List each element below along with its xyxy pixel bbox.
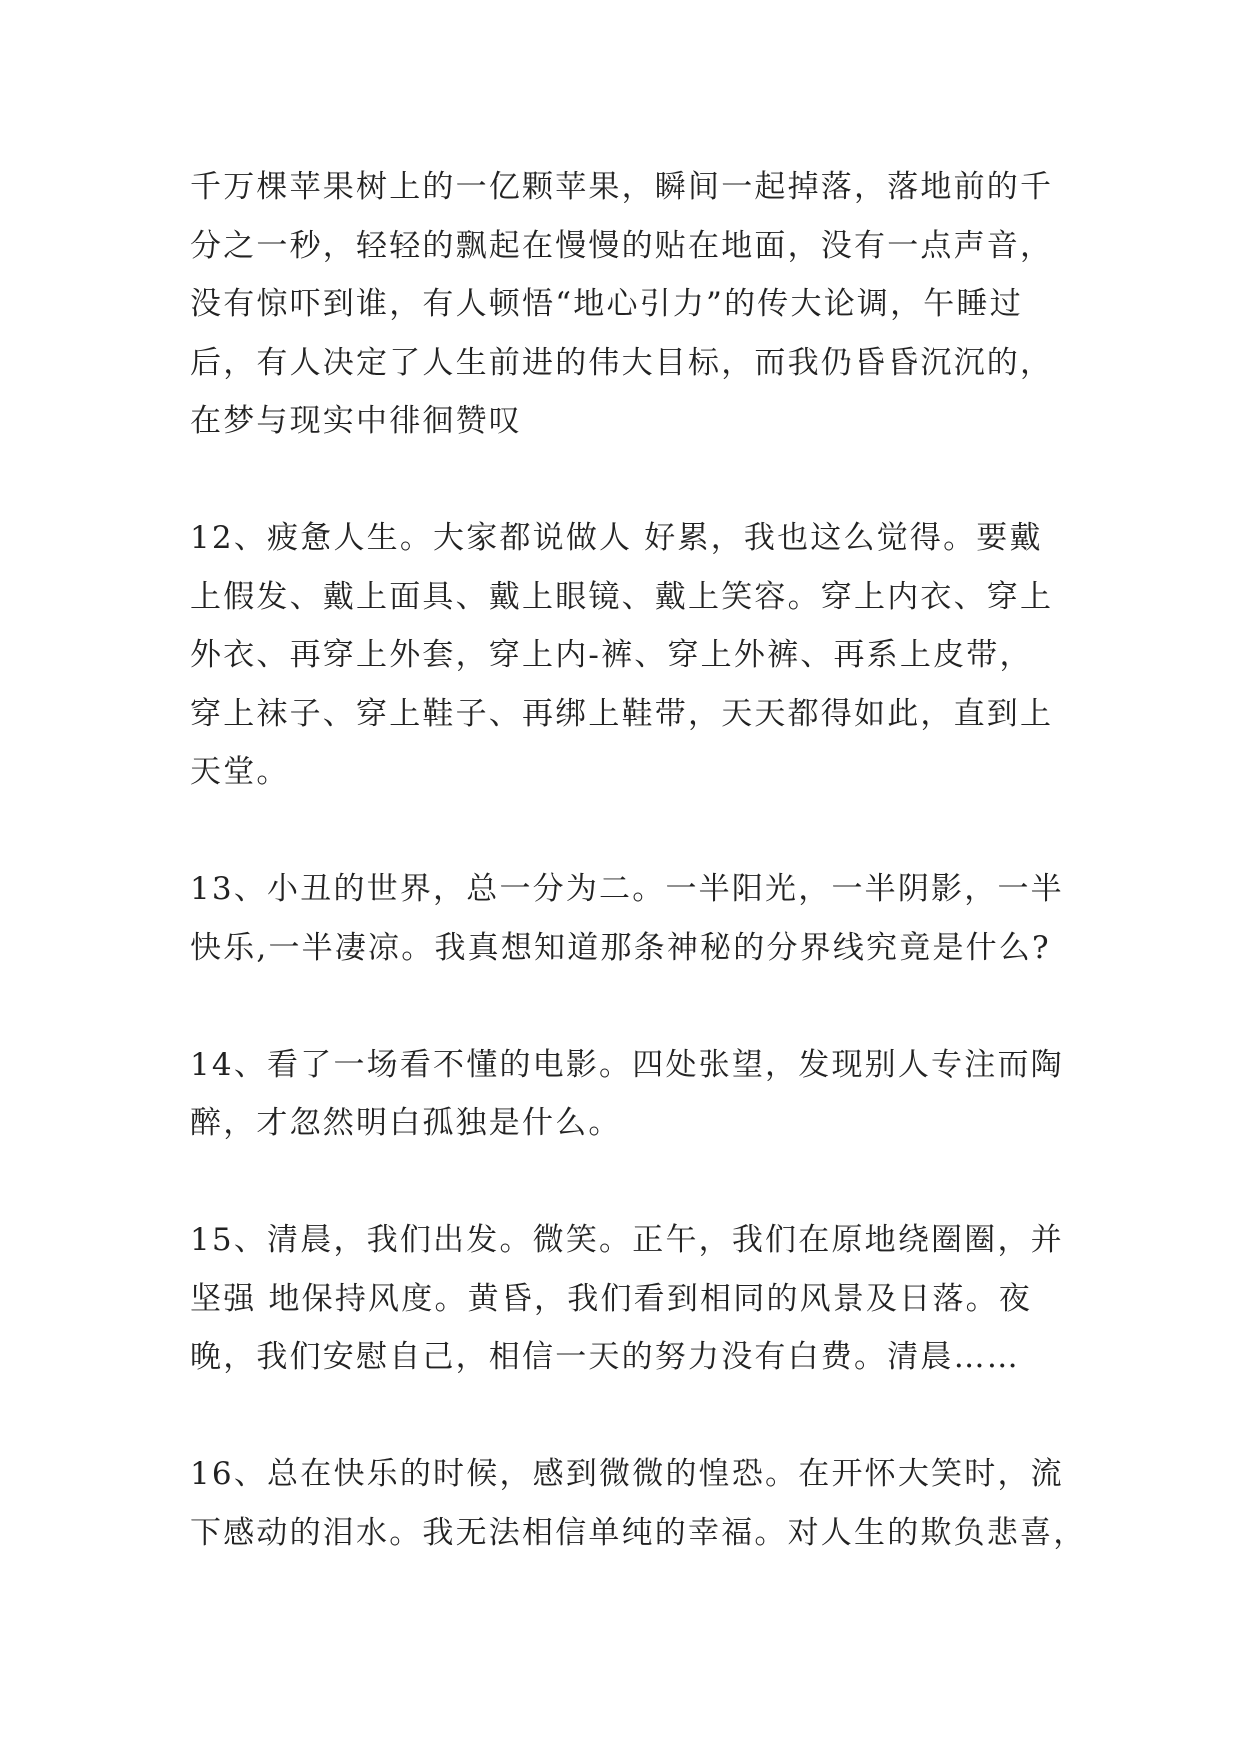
text-line: 下感动的泪水。我无法相信单纯的幸福。对人生的欺负悲喜， [190, 1514, 1087, 1551]
text-line: 外衣、再穿上外套，穿上内-裤、穿上外裤、再系上皮带， [190, 637, 1033, 673]
text-line: 天堂。 [190, 754, 290, 790]
paragraph-12 [190, 509, 1065, 802]
text-line: 上假发、戴上面具、戴上眼镜、戴上笑容。穿上内衣、穿上 [190, 578, 1054, 615]
paragraph-gap [190, 1153, 1065, 1212]
paragraph-gap [190, 1387, 1065, 1446]
document-body [190, 158, 1087, 1562]
text-line: 分之一秒，轻轻的飘起在慢慢的贴在地面，没有一点声音， [190, 227, 1054, 264]
text-line: 醉，才忽然明白孤独是什么。 [190, 1105, 622, 1141]
paragraph-apples [190, 158, 1065, 451]
text-line: 坚强 地保持风度。黄昏，我们看到相同的风景及日落。夜 [190, 1280, 1033, 1317]
paragraph-gap [190, 451, 1065, 510]
text-line: 穿上袜子、穿上鞋子、再绑上鞋带，天天都得如此，直到上 [190, 695, 1054, 732]
text-line: 晚，我们安慰自己，相信一天的努力没有白费。清晨…… [190, 1339, 1020, 1375]
paragraph-13 [190, 860, 1065, 977]
text-line: 在梦与现实中徘徊赞叹 [190, 403, 522, 439]
paragraph-gap [190, 802, 1065, 861]
text-line: 14、看了一场看不懂的电影。四处张望，发现别人专注而陶 [190, 1046, 1064, 1083]
text-line: 15、清晨，我们出发。微笑。正午，我们在原地绕圈圈，并 [190, 1222, 1064, 1258]
text-line: 16、总在快乐的时候，感到微微的惶恐。在开怀大笑时，流 [190, 1456, 1064, 1492]
text-line: 没有惊吓到谁，有人顿悟“地心引力”的传大论调，午睡过 [190, 286, 1023, 322]
text-line: 12、疲惫人生。大家都说做人 好累，我也这么觉得。要戴 [190, 520, 1043, 556]
text-line: 13、小丑的世界，总一分为二。一半阳光，一半阴影，一半 [190, 871, 1064, 907]
text-line: 快乐,一半凄凉。我真想知道那条神秘的分界线究竟是什么? [190, 929, 1051, 966]
paragraph-15 [190, 1211, 1065, 1387]
text-line: 千万棵苹果树上的一亿颗苹果，瞬间一起掉落，落地前的千 [190, 169, 1054, 205]
paragraph-gap [190, 977, 1065, 1036]
paragraph-14 [190, 1036, 1065, 1153]
paragraph-16 [190, 1445, 1087, 1562]
text-line: 后，有人决定了人生前进的伟大目标，而我仍昏昏沉沉的， [190, 344, 1054, 381]
